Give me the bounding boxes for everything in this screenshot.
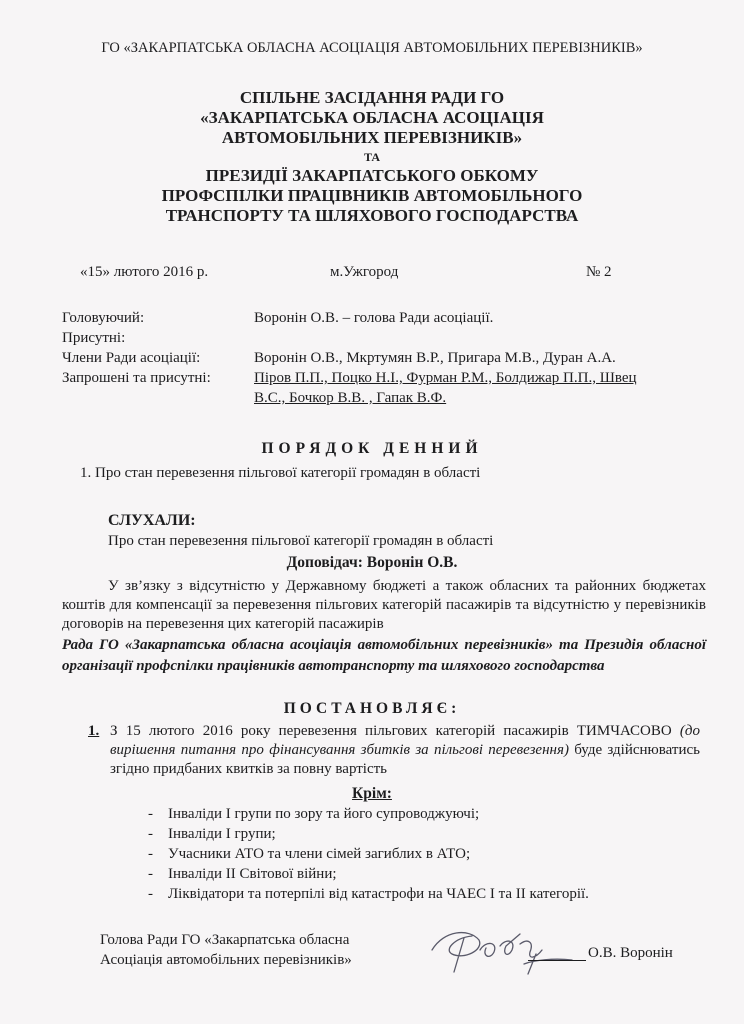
- heard-text: Про стан перевезення пільгової категорії громадян в області: [108, 533, 494, 549]
- point-text: [110, 722, 700, 779]
- except-label: Крім:: [352, 785, 392, 802]
- invited-row: [62, 368, 702, 408]
- signatory-position: [100, 930, 352, 970]
- title-conjunction: ТА: [363, 150, 381, 164]
- resolving-body: Рада ГО «Закарпатська обласна асоціація автомобільних перевізників» та Президія обласної організації профспілки працівників автотранспорту та шляхового господарства: [62, 637, 706, 674]
- exceptions-list: [146, 804, 589, 904]
- position-line: Голова Ради ГО «Закарпатська обласна: [100, 932, 350, 948]
- body-paragraph: У зв’язку з відсутністю у Державному бюджеті а також обласних та районних бюджетах коштів для компенсації за перевезення пільгових категорій пасажирів та відсутністю у перевізників договорів на перевезення цих категорій пасажирів: [62, 578, 706, 632]
- title-line: СПІЛЬНЕ ЗАСІДАННЯ РАДИ ГО: [239, 88, 505, 107]
- list-item: - Інваліди II Світової війни;: [146, 864, 589, 884]
- signature-line: [528, 960, 586, 961]
- protocol-number: № 2: [586, 264, 612, 280]
- members-row: [62, 348, 702, 368]
- present-row: [62, 328, 702, 348]
- document-title: [0, 88, 744, 226]
- agenda-title: ПОРЯДОК ДЕННИЙ: [261, 440, 483, 457]
- agenda-item: 1. Про стан перевезення пільгової категорії громадян в області: [80, 465, 481, 481]
- position-line: Асоціація автомобільних перевізників»: [100, 952, 352, 968]
- point-number: 1.: [88, 723, 100, 739]
- handwritten-signature: [424, 920, 574, 976]
- list-item: - Інваліди I групи;: [146, 824, 589, 844]
- list-item: - Учасники АТО та члени сімей загиблих в АТО;: [146, 844, 589, 864]
- invited-line: Піров П.П., Поцко Н.І., Фурман Р.М., Болдижар П.П., Швец: [254, 370, 637, 386]
- list-item: - Інваліди I групи по зору та його супроводжуючі;: [146, 804, 589, 824]
- invited-label: Запрошені та присутні:: [62, 370, 211, 386]
- point-text-end: буде здійснюватись згідно придбаних квитків за повну вартість: [110, 742, 700, 777]
- title-line: ТРАНСПОРТУ ТА ШЛЯХОВОГО ГОСПОДАРСТВА: [165, 206, 579, 225]
- members-value: Воронін О.В., Мкртумян В.Р., Пригара М.В., Дуран А.А.: [254, 350, 616, 366]
- title-line: АВТОМОБІЛЬНИХ ПЕРЕВІЗНИКІВ»: [221, 128, 523, 147]
- heard-title: СЛУХАЛИ:: [108, 512, 196, 529]
- invited-value: [254, 368, 702, 408]
- signatory-name: О.В. Воронін: [588, 945, 673, 961]
- chair-value: Воронін О.В. – голова Ради асоціації.: [254, 310, 494, 326]
- chair-row: [62, 308, 702, 328]
- attendees-block: [62, 308, 702, 408]
- title-line: «ЗАКАРПАТСЬКА ОБЛАСНА АСОЦІАЦІЯ: [200, 108, 544, 127]
- members-label: Члени Ради асоціації:: [62, 350, 201, 366]
- organization-header: ГО «ЗАКАРПАТСЬКА ОБЛАСНА АСОЦІАЦІЯ АВТОМОБІЛЬНИХ ПЕРЕВІЗНИКІВ»: [101, 40, 643, 56]
- list-item: - Ліквідатори та потерпілі від катастрофи на ЧАЕС I та II категорії.: [146, 884, 589, 904]
- chair-label: Головуючий:: [62, 310, 145, 326]
- point-text-start: З 15 лютого 2016 року перевезення пільгових категорій пасажирів ТИМЧАСОВО: [110, 723, 680, 739]
- present-label: Присутні:: [62, 330, 126, 346]
- meeting-place: м.Ужгород: [330, 264, 399, 280]
- speaker: Доповідач: Воронін О.В.: [286, 554, 458, 571]
- title-line: ПРЕЗИДІЇ ЗАКАРПАТСЬКОГО ОБКОМУ: [205, 166, 539, 185]
- title-line: ПРОФСПІЛКИ ПРАЦІВНИКІВ АВТОМОБІЛЬНОГО: [161, 186, 583, 205]
- resolution-point: [88, 722, 700, 779]
- point-text-italic: (до вирішення питання про фінансування збитків за пільгові перевезення): [110, 723, 700, 758]
- resolution-title: ПОСТАНОВЛЯЄ:: [283, 700, 461, 717]
- invited-line: В.С., Бочкор В.В. , Гапак В.Ф.: [254, 390, 447, 406]
- meeting-date: «15» лютого 2016 р.: [80, 264, 209, 280]
